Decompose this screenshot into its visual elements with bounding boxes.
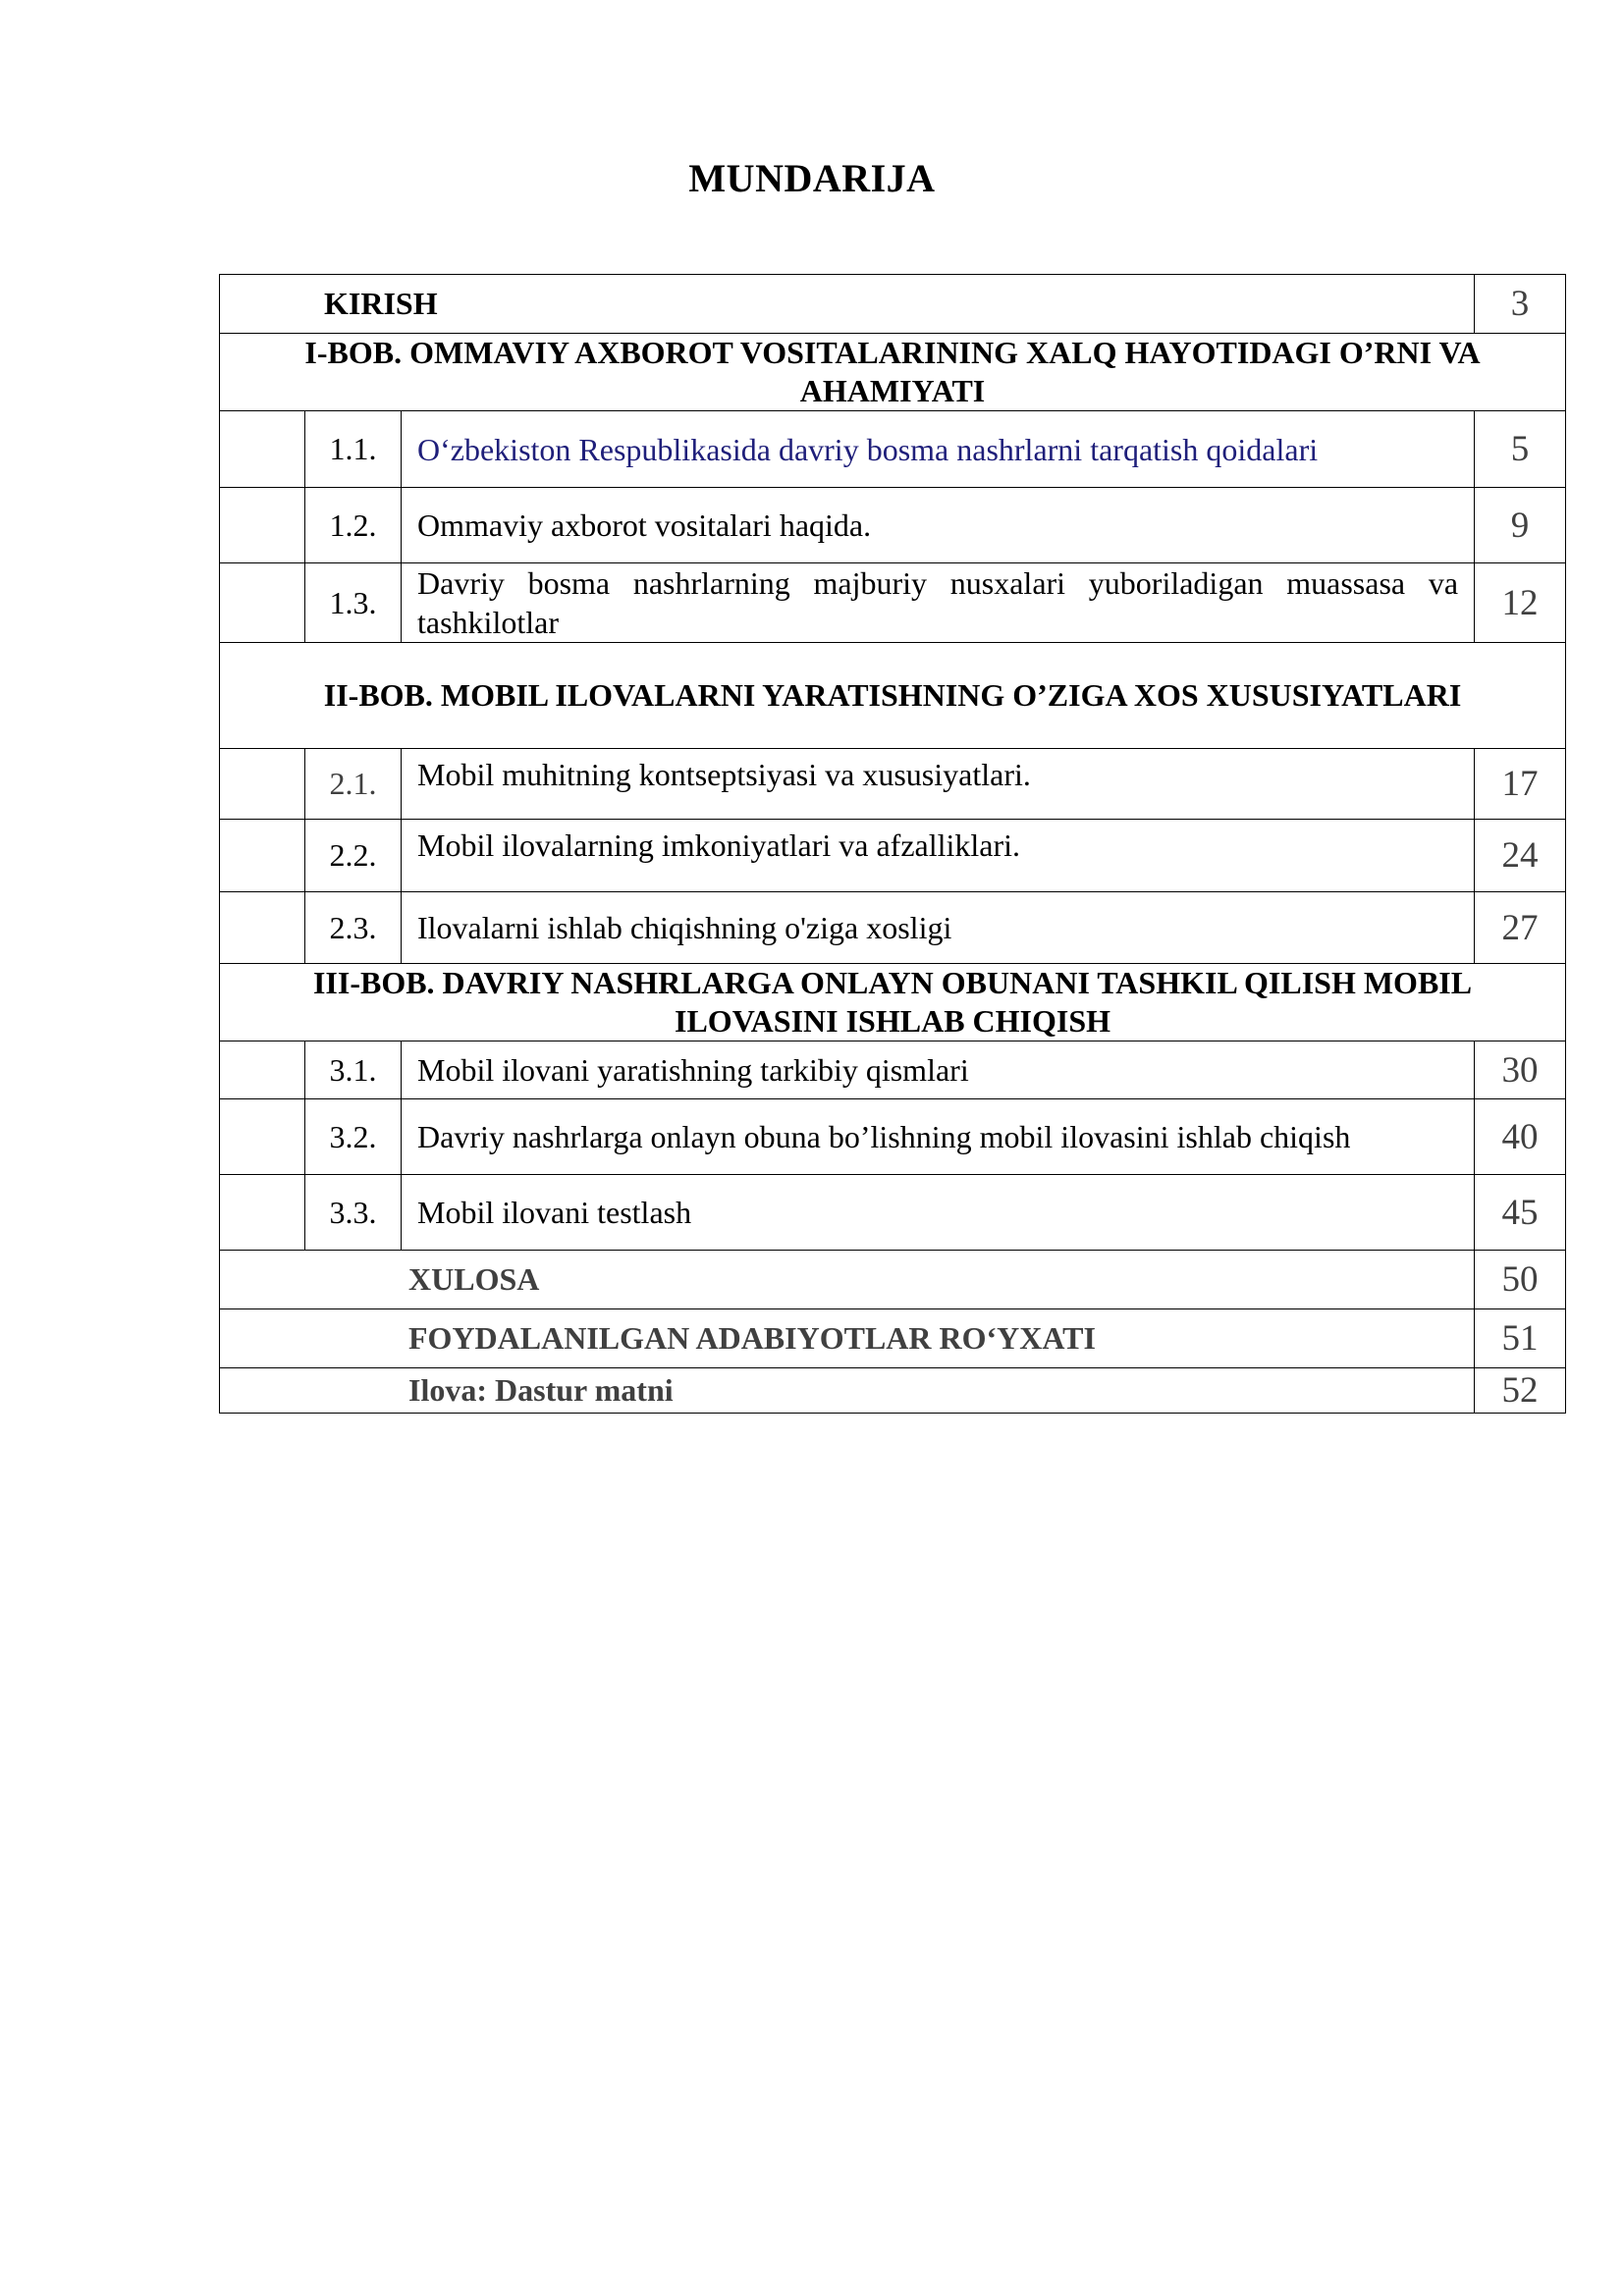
section-title: Ilovalarni ishlab chiqishning o'ziga xosligi [402,892,1475,964]
indent-cell [220,1099,305,1175]
section-number: 3.2. [305,1099,402,1175]
table-of-contents [219,274,1566,1414]
section-title: Davriy nashrlarga onlayn obuna bo’lishning mobil ilovasini ishlab chiqish [402,1099,1475,1175]
section-title: Ommaviy axborot vositalari haqida. [402,488,1475,563]
toc-row [220,820,1566,892]
page-number: 12 [1475,563,1566,643]
page-number: 9 [1475,488,1566,563]
toc-row [220,749,1566,820]
page-number: 30 [1475,1041,1566,1099]
page-number: 27 [1475,892,1566,964]
section-title: Mobil ilovalarning imkoniyatlari va afzalliklari. [402,820,1475,892]
chapter-heading-1 [220,334,1566,411]
indent-cell [220,892,305,964]
chapter-heading-2 [220,643,1566,749]
toc-row [220,563,1566,643]
section-number: 2.3. [305,892,402,964]
toc-row [220,488,1566,563]
chapter-title: III-BOB. DAVRIY NASHRLARGA ONLAYN OBUNANI TASHKIL QILISH MOBIL ILOVASINI ISHLAB CHIQISH [220,964,1566,1041]
page-number: 40 [1475,1099,1566,1175]
indent-cell [220,1175,305,1251]
section-number: 3.3. [305,1175,402,1251]
chapter-heading-3 [220,964,1566,1041]
references-label: FOYDALANILGAN ADABIYOTLAR RO‘YXATI [220,1309,1475,1368]
section-number: 3.1. [305,1041,402,1099]
page-number: 50 [1475,1251,1566,1309]
section-title: Mobil muhitning kontseptsiyasi va xususiyatlari. [402,749,1475,820]
section-number: 2.2. [305,820,402,892]
toc-row [220,1041,1566,1099]
page-number: 5 [1475,411,1566,488]
conclusion-label: XULOSA [220,1251,1475,1309]
toc-row [220,1099,1566,1175]
section-number: 1.1. [305,411,402,488]
indent-cell [220,1041,305,1099]
page-title: MUNDARIJA [688,156,936,200]
chapter-title: II-BOB. MOBIL ILOVALARNI YARATISHNING O’ZIGA XOS XUSUSIYATLARI [220,643,1566,749]
section-title: Davriy bosma nashrlarning majburiy nusxalari yuboriladigan muassasa va tashkilotlar [402,563,1475,643]
section-title: Mobil ilovani yaratishning tarkibiy qismlari [402,1041,1475,1099]
section-number: 2.1. [305,749,402,820]
page-number: 51 [1475,1309,1566,1368]
indent-cell [220,563,305,643]
toc-row-intro [220,275,1566,334]
toc-row [220,1175,1566,1251]
indent-cell [220,820,305,892]
page-number: 17 [1475,749,1566,820]
appendix-label: Ilova: Dastur matni [220,1368,1475,1414]
chapter-title: I-BOB. OMMAVIY AXBOROT VOSITALARINING XALQ HAYOTIDAGI O’RNI VA AHAMIYATI [220,334,1566,411]
page-number: 3 [1475,275,1566,334]
section-number: 1.2. [305,488,402,563]
toc-row [220,411,1566,488]
toc-row [220,892,1566,964]
section-title-link[interactable]: O‘zbekiston Respublikasida davriy bosma nashrlarni tarqatish qoidalari [402,411,1475,488]
toc-row-appendix [220,1368,1566,1414]
indent-cell [220,411,305,488]
page-number: 52 [1475,1368,1566,1414]
section-number: 1.3. [305,563,402,643]
toc-row-conclusion [220,1251,1566,1309]
indent-cell [220,488,305,563]
section-title: Mobil ilovani testlash [402,1175,1475,1251]
toc-row-references [220,1309,1566,1368]
page-number: 24 [1475,820,1566,892]
page-number: 45 [1475,1175,1566,1251]
intro-label: KIRISH [220,275,1475,334]
indent-cell [220,749,305,820]
